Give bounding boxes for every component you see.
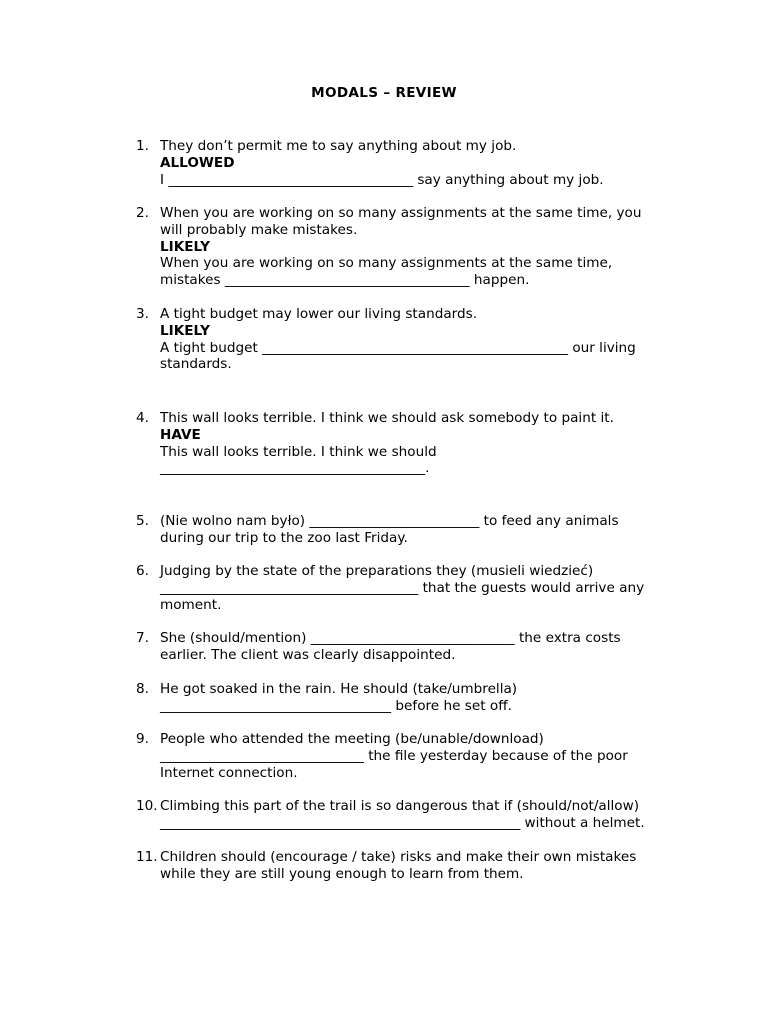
item-keyword: HAVE [160, 426, 201, 443]
item-answer-line: mistakes ____________________________________ happen. [160, 272, 530, 289]
item-answer-line: This wall looks terrible. I think we should [160, 443, 437, 460]
item-number: 11. [136, 849, 158, 865]
exercise-item-7 [136, 630, 696, 664]
item-keyword: LIKELY [160, 322, 210, 339]
item-number: 6. [136, 563, 149, 579]
item-sentence-line: People who attended the meeting (be/unable/download) [160, 731, 544, 747]
item-keyword: LIKELY [160, 238, 210, 255]
item-answer-line: A tight budget _____________________________________________ our living [160, 339, 636, 356]
item-sentence-line: When you are working on so many assignments at the same time, you [160, 205, 642, 221]
item-answer-line: standards. [160, 356, 232, 373]
item-sentence-line: They don’t permit me to say anything about my job. [160, 138, 517, 154]
exercise-item-1 [136, 138, 696, 188]
item-sentence-line: Internet connection. [160, 764, 298, 781]
item-answer-line: _______________________________________. [160, 460, 430, 477]
item-number: 3. [136, 306, 149, 322]
item-sentence-line: will probably make mistakes. [160, 221, 358, 238]
item-sentence-line: This wall looks terrible. I think we should ask somebody to paint it. [160, 410, 614, 426]
item-sentence-line: during our trip to the zoo last Friday. [160, 529, 408, 546]
item-sentence-line: A tight budget may lower our living standards. [160, 306, 478, 322]
item-number: 10. [136, 798, 158, 814]
item-sentence-line: __________________________________ before he set off. [160, 697, 512, 714]
item-number: 1. [136, 138, 149, 154]
item-keyword: ALLOWED [160, 154, 235, 171]
exercise-item-2 [136, 205, 696, 289]
item-sentence-line: while they are still young enough to learn from them. [160, 865, 524, 882]
item-sentence-line: ______________________________________ that the guests would arrive any [160, 579, 645, 596]
exercise-item-3 [136, 306, 696, 373]
item-sentence-line: moment. [160, 596, 222, 613]
exercise-item-6 [136, 563, 696, 613]
item-number: 4. [136, 410, 149, 426]
exercise-item-10 [136, 798, 696, 832]
exercise-item-8 [136, 681, 696, 715]
item-number: 9. [136, 731, 149, 747]
exercise-item-9 [136, 731, 696, 781]
item-sentence-line: Judging by the state of the preparations they (musieli wiedzieć) [160, 563, 594, 579]
item-number: 7. [136, 630, 149, 646]
item-number: 2. [136, 205, 149, 221]
page-title: MODALS – REVIEW [311, 85, 457, 101]
item-sentence-line: earlier. The client was clearly disappointed. [160, 646, 456, 663]
item-sentence-line: ______________________________ the file yesterday because of the poor [160, 747, 628, 764]
exercise-item-11 [136, 849, 696, 883]
item-sentence-line: Children should (encourage / take) risks and make their own mistakes [160, 849, 637, 865]
exercise-item-4 [136, 410, 696, 477]
item-answer-line: When you are working on so many assignments at the same time, [160, 255, 613, 272]
item-number: 8. [136, 681, 149, 697]
exercise-item-5 [136, 513, 696, 547]
item-sentence-line: Climbing this part of the trail is so dangerous that if (should/not/allow) [160, 798, 640, 814]
item-sentence-line: He got soaked in the rain. He should (take/umbrella) [160, 681, 518, 697]
item-sentence-line: _____________________________________________________ without a helmet. [160, 814, 645, 831]
item-sentence-line: She (should/mention) ______________________________ the extra costs [160, 630, 621, 646]
item-number: 5. [136, 513, 149, 529]
item-answer-line: I ____________________________________ say anything about my job. [160, 171, 604, 188]
item-sentence-line: (Nie wolno nam było) _________________________ to feed any animals [160, 513, 619, 529]
